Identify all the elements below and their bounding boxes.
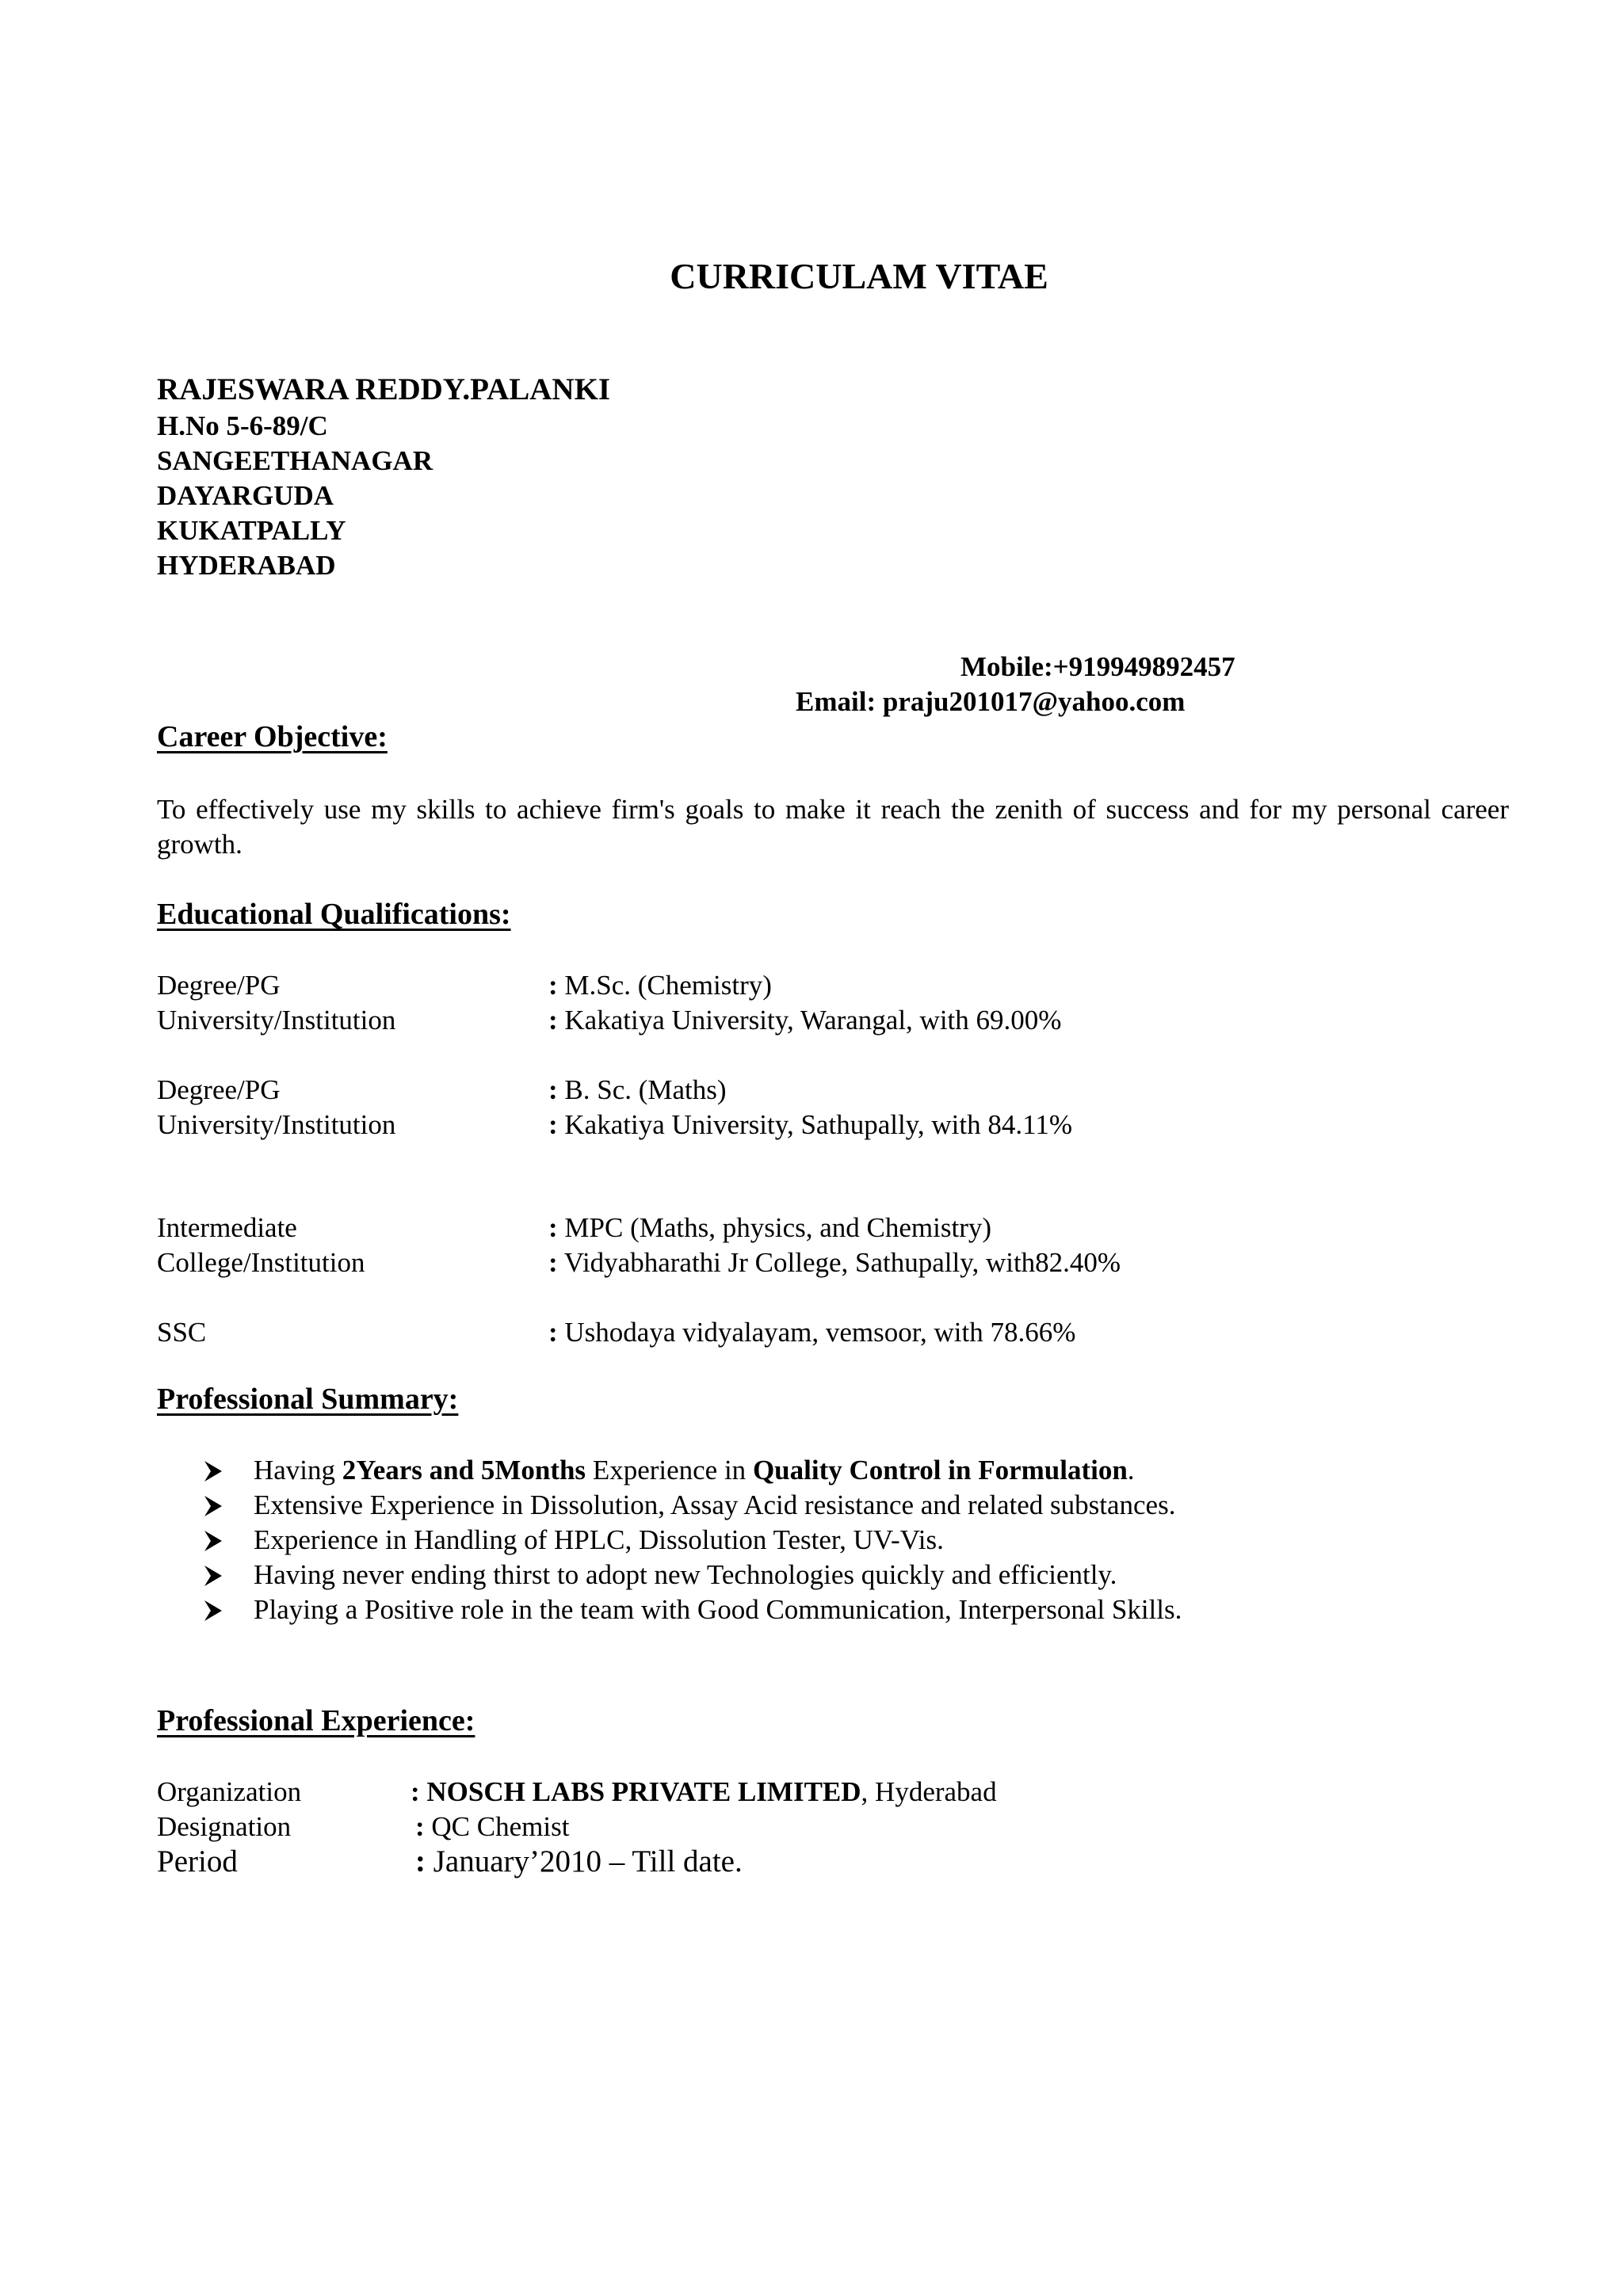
education-label: SSC bbox=[157, 1317, 207, 1348]
period-value: January’2010 – Till date. bbox=[433, 1844, 743, 1878]
summary-text: Extensive Experience in Dissolution, Assay Acid resistance and related substances. bbox=[254, 1489, 1176, 1520]
arrowhead-bullet-icon bbox=[204, 1496, 222, 1516]
colon: : bbox=[411, 1776, 420, 1807]
arrowhead-bullet-icon bbox=[204, 1531, 222, 1551]
education-value: Kakatiya University, Warangal, with 69.00% bbox=[564, 1005, 1062, 1035]
document-title: CURRICULAM VITAE bbox=[670, 256, 1048, 296]
address-line: SANGEETHANAGAR bbox=[157, 445, 433, 476]
colon: : bbox=[548, 1074, 558, 1105]
career-objective-heading: Career Objective: bbox=[157, 720, 388, 753]
education-label: Degree/PG bbox=[157, 970, 281, 1001]
career-objective-text: To effectively use my skills to achieve firm's goals to make it reach the zenith of success and for my personal career growth. bbox=[157, 794, 1509, 860]
colon: : bbox=[548, 1005, 558, 1035]
summary-text: Experience in Handling of HPLC, Dissolution Tester, UV-Vis. bbox=[254, 1524, 944, 1555]
education-label: University/Institution bbox=[157, 1109, 396, 1140]
education-label: University/Institution bbox=[157, 1005, 396, 1035]
designation-value: QC Chemist bbox=[431, 1811, 570, 1842]
address-line: HYDERABAD bbox=[157, 550, 336, 581]
summary-text: Experience in bbox=[586, 1455, 753, 1486]
summary-emphasis: Quality Control in Formulation bbox=[752, 1455, 1128, 1486]
colon: : bbox=[548, 1317, 558, 1348]
experience-label: Designation bbox=[157, 1811, 292, 1842]
summary-emphasis: 2Years and 5Months bbox=[342, 1455, 586, 1486]
address-line: KUKATPALLY bbox=[157, 515, 346, 546]
colon: : bbox=[548, 1247, 558, 1278]
education-value: M.Sc. (Chemistry) bbox=[564, 970, 772, 1001]
professional-summary-heading: Professional Summary: bbox=[157, 1383, 459, 1416]
arrowhead-bullet-icon bbox=[204, 1566, 222, 1586]
summary-text: Playing a Positive role in the team with Good Communication, Interpersonal Skills. bbox=[254, 1594, 1182, 1625]
candidate-name: RAJESWARA REDDY.PALANKI bbox=[157, 372, 611, 406]
education-value: Kakatiya University, Sathupally, with 84.11% bbox=[564, 1109, 1072, 1140]
education-value: MPC (Maths, physics, and Chemistry) bbox=[564, 1212, 992, 1243]
education-value: Ushodaya vidyalayam, vemsoor, with 78.66% bbox=[564, 1317, 1076, 1348]
candidate-address-block bbox=[157, 371, 610, 583]
organization-name: NOSCH LABS PRIVATE LIMITED bbox=[426, 1776, 861, 1807]
summary-text: Having never ending thirst to adopt new Technologies quickly and efficiently. bbox=[254, 1559, 1117, 1590]
education-label: College/Institution bbox=[157, 1247, 365, 1278]
education-value: B. Sc. (Maths) bbox=[564, 1074, 727, 1105]
education-label: Degree/PG bbox=[157, 1074, 281, 1105]
colon: : bbox=[548, 1109, 558, 1140]
arrowhead-bullet-icon bbox=[204, 1461, 222, 1482]
colon: : bbox=[548, 1212, 558, 1243]
address-line: H.No 5-6-89/C bbox=[157, 410, 328, 441]
colon: : bbox=[415, 1844, 426, 1878]
organization-city: , Hyderabad bbox=[861, 1776, 997, 1807]
experience-label: Period bbox=[157, 1844, 238, 1878]
experience-label: Organization bbox=[157, 1776, 302, 1807]
colon: : bbox=[548, 970, 558, 1001]
education-label: Intermediate bbox=[157, 1212, 297, 1243]
colon: : bbox=[415, 1811, 425, 1842]
summary-text: Having bbox=[254, 1455, 342, 1486]
professional-experience-heading: Professional Experience: bbox=[157, 1704, 475, 1737]
address-line: DAYARGUDA bbox=[157, 480, 334, 511]
summary-text: . bbox=[1127, 1455, 1135, 1486]
arrowhead-bullet-icon bbox=[204, 1600, 222, 1621]
contact-mobile: Mobile:+919949892457 bbox=[960, 651, 1235, 682]
education-heading: Educational Qualifications: bbox=[157, 898, 511, 931]
contact-email: Email: praju201017@yahoo.com bbox=[796, 686, 1186, 717]
education-value: Vidyabharathi Jr College, Sathupally, with82.40% bbox=[563, 1247, 1121, 1278]
